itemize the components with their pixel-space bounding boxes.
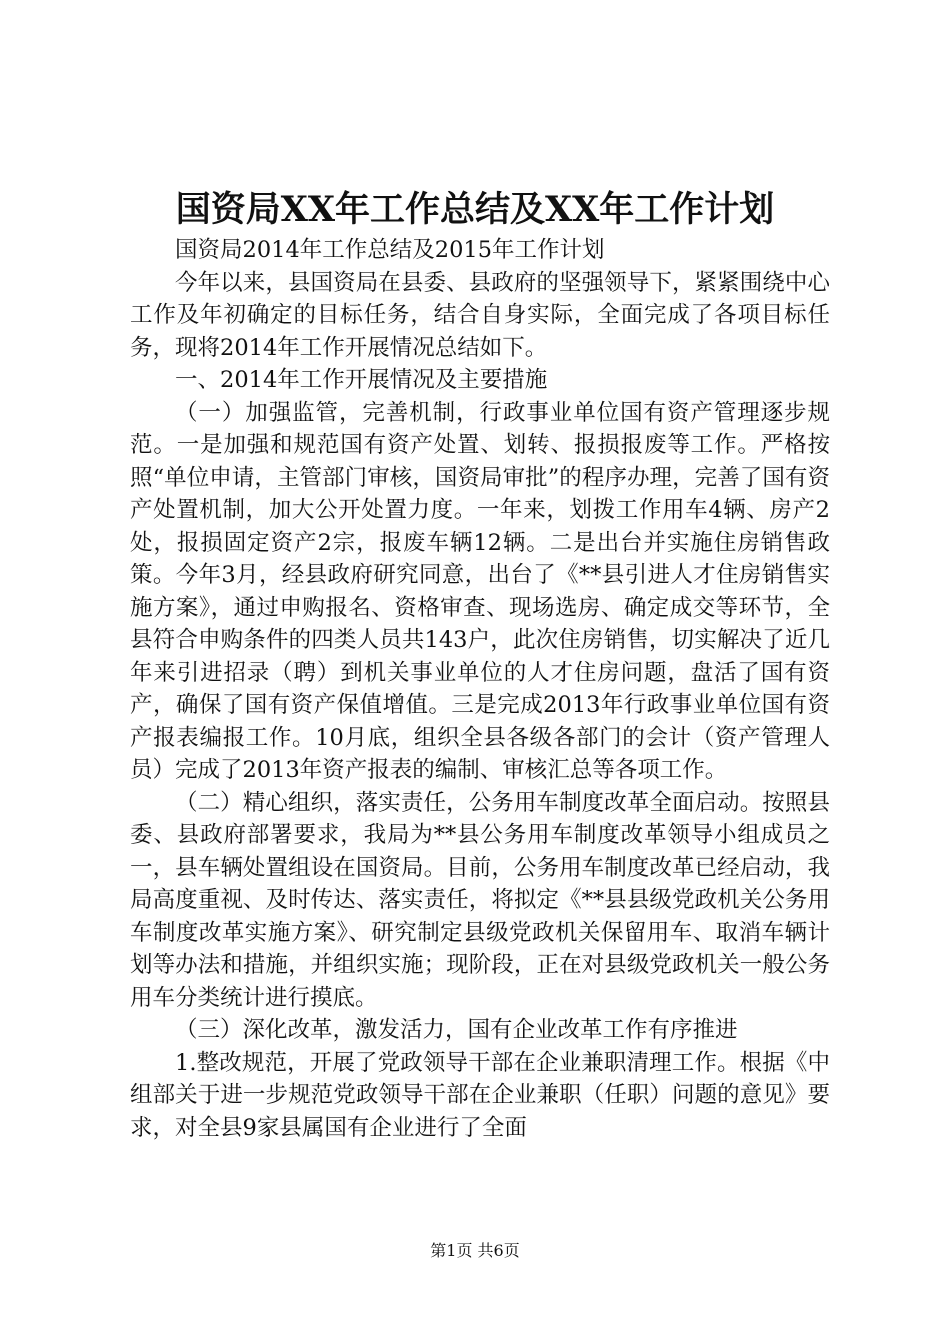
section-1-3-heading: （三）深化改革，激发活力，国有企业改革工作有序推进: [175, 1017, 738, 1043]
page-number-footer: 第1页 共6页: [430, 1241, 520, 1260]
section-1-1-paragraph: （一）加强监管，完善机制，行政事业单位国有资产管理逐步规范。一是加强和规范国有资产处置、划转、报损报废等工作。严格按照“单位申请，主管部门审核，国资局审批”的程序办理，完善了国有资产处置机制，加大公开处置力度。一年来，划拨工作用车4辆、房产2处，报损固定资产2宗，报废车辆12辆。二是出台并实施住房销售政策。今年3月，经县政府研究同意，出台了《**县引进人才住房销售实施方案》，通过申购报名、资格审查、现场选房、确定成交等环节，全县符合申购条件的四类人员共143户，此次住房销售，切实解决了近几年来引进招录（聘）到机关事业单位的人才住房问题，盘活了国有资产，确保了国有资产保值增值。三是完成2013年行政事业单位国有资产报表编报工作。10月底，组织全县各级各部门的会计（资产管理人员）完成了2013年资产报表的编制、审核汇总等各项工作。: [130, 399, 830, 783]
section-heading-1: 一、2014年工作开展情况及主要措施: [175, 367, 548, 393]
section-1-3-1-paragraph: 1.整改规范，开展了党政领导干部在企业兼职清理工作。根据《中组部关于进一步规范党政领导干部在企业兼职（任职）问题的意见》要求，对全县9家县属国有企业进行了全面: [130, 1049, 830, 1141]
document-body: [130, 234, 830, 1144]
section-1-2-paragraph: （二）精心组织，落实责任，公务用车制度改革全面启动。按照县委、县政府部署要求，我局为**县公务用车制度改革领导小组成员之一，县车辆处置组设在国资局。目前，公务用车制度改革已经启动，我局高度重视、及时传达、落实责任，将拟定《**县县级党政机关公务用车制度改革实施方案》、研究制定县级党政机关保留用车、取消车辆计划等办法和措施，并组织实施；现阶段，正在对县级党政机关一般公务用车分类统计进行摸底。: [130, 789, 830, 1011]
intro-paragraph: 今年以来，县国资局在县委、县政府的坚强领导下，紧紧围绕中心工作及年初确定的目标任务，结合自身实际，全面完成了各项目标任务，现将2014年工作开展情况总结如下。: [130, 269, 830, 361]
subtitle-paragraph: 国资局2014年工作总结及2015年工作计划: [175, 237, 605, 263]
document-title: 国资局XX年工作总结及XX年工作计划: [175, 189, 775, 230]
